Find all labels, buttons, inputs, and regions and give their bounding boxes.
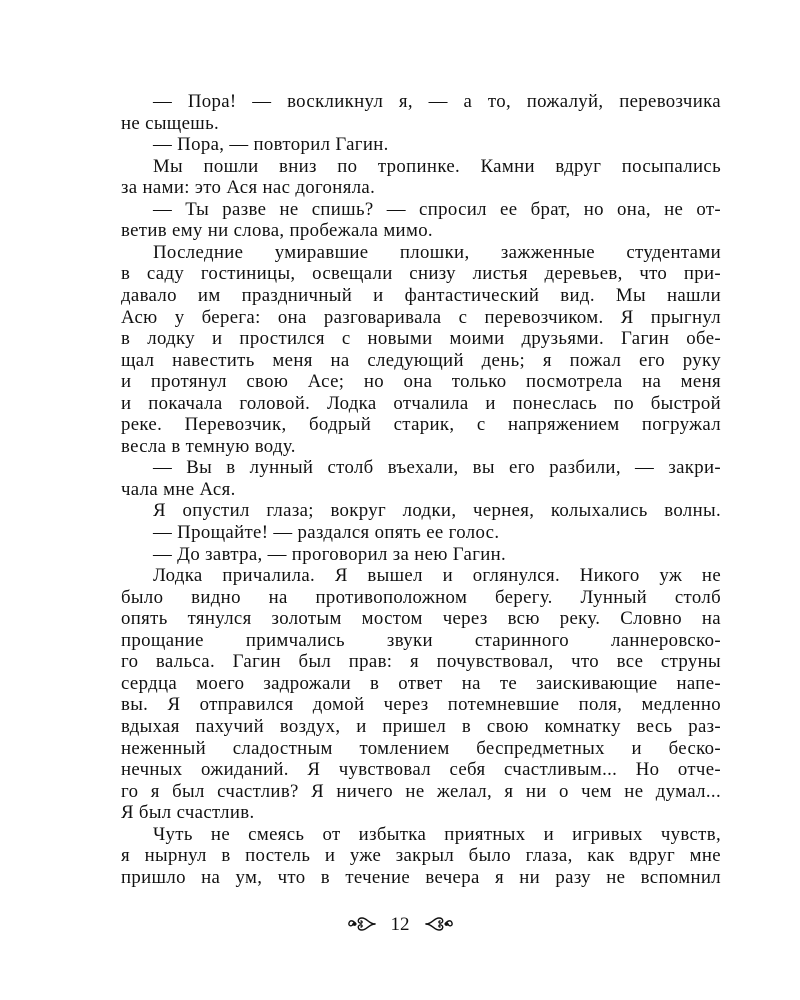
text-line: нечных ожиданий. Я чувствовал себя счастливым... Но отче-	[121, 759, 721, 781]
text-line: Последние умиравшие плошки, зажженные студентами	[153, 241, 721, 263]
text-line: Асю у берега: она разговаривала с перевозчиком. Я прыгнул	[121, 306, 721, 328]
text-line: прощание примчались звуки старинного ланнеровско-	[121, 629, 721, 651]
text-line: в лодку и простился с новыми моими друзьями. Гагин обе-	[121, 328, 721, 350]
text-line: вы. Я отправился домой через потемневшие поля, медленно	[121, 694, 721, 716]
text-line: опять тянулся золотым мостом через всю реку. Словно на	[121, 608, 721, 630]
text-line: за нами: это Ася нас догоняла.	[121, 177, 376, 199]
text-line: вдыхая пахучий воздух, и пришел в свою комнатку весь раз-	[121, 715, 721, 737]
text-line: щал навестить меня на следующий день; я пожал его руку	[121, 349, 721, 371]
text-line: Я опустил глаза; вокруг лодки, чернея, колыхались волны.	[153, 500, 721, 522]
text-line: Лодка причалила. Я вышел и оглянулся. Никого уж не	[153, 565, 721, 587]
text-line: — Прощайте! — раздался опять ее голос.	[153, 522, 500, 543]
text-line: — Пора! — воскликнул я, — а то, пожалуй, перевозчика	[153, 91, 721, 112]
text-line: в саду гостиницы, освещали снизу листья деревьев, что при-	[121, 263, 721, 285]
text-line: — До завтра, — проговорил за нею Гагин.	[153, 543, 507, 565]
text-line: и покачала головой. Лодка отчалила и понеслась по быстрой	[121, 392, 721, 414]
text-line: я нырнул в постель и уже закрыл было глаза, как вдруг мне	[121, 845, 721, 867]
text-line: реке. Перевозчик, бодрый старик, с напряжением погружал	[121, 414, 721, 436]
text-line: и протянул свою Асе; но она только посмотрела на меня	[121, 371, 721, 393]
text-line: го я был счастлив? Я ничего не желал, я ни о чем не думал...	[121, 780, 721, 802]
left-ornament-icon	[347, 914, 377, 934]
right-ornament-icon	[424, 914, 454, 934]
text-line: Я был счастлив.	[121, 802, 255, 824]
page-number: 12	[390, 913, 410, 935]
text-line: весла в темную воду.	[121, 435, 296, 457]
text-line: — Пора, — повторил Гагин.	[153, 134, 389, 156]
text-line: — Ты разве не спишь? — спросил ее брат, но она, не от-	[153, 198, 721, 220]
text-line: чала мне Ася.	[121, 478, 236, 500]
text-line: — Вы в лунный столб въехали, вы его разбили, — закри-	[153, 457, 721, 479]
text-line: неженный сладостным томлением беспредметных и беско-	[121, 737, 721, 759]
text-line: ветив ему ни слова, пробежала мимо.	[121, 220, 433, 242]
text-line: пришло на ум, что в течение вечера я ни разу не вспомнил	[121, 866, 721, 888]
text-line: Мы пошли вниз по тропинке. Камни вдруг посыпались	[153, 155, 721, 177]
text-line: не сыщешь.	[121, 112, 220, 134]
text-line: давало им праздничный и фантастический вид. Мы нашли	[121, 284, 721, 306]
text-line: сердца моего задрожали в ответ на те заискивающие напе-	[121, 672, 721, 694]
text-line: го вальса. Гагин был прав: я почувствовал, что все струны	[121, 651, 721, 673]
text-line: Чуть не смеясь от избытка приятных и игривых чувств,	[153, 823, 721, 845]
text-line: было видно на противоположном берегу. Лунный столб	[121, 586, 721, 608]
page-footer	[0, 911, 800, 937]
